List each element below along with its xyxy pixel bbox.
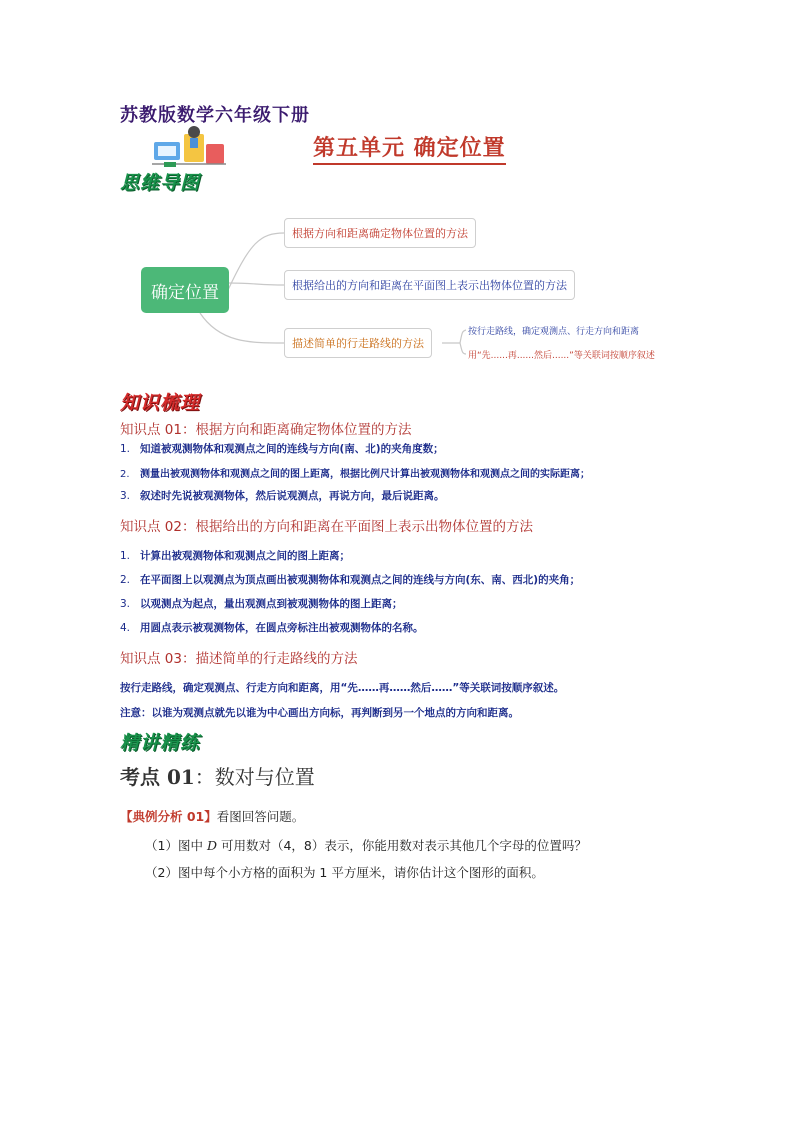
exam-point-label: 考点 01 (120, 765, 195, 789)
section-practice-heading: 精讲精练 (120, 732, 201, 754)
mindmap-leaf-1: 按行走路线，确定观测点、行走方向和距离 (468, 327, 640, 337)
list-item-number: 3. (120, 490, 131, 502)
list-item (120, 620, 424, 635)
knowledge-point-note: 注意：以谁为观测点就先以谁为中心画出方向标，再判断到另一个地点的方向和距离。 (120, 707, 519, 719)
mindmap-branch-1: 根据方向和距离确定物体位置的方法 (284, 218, 476, 248)
list-item (120, 488, 445, 503)
example-tag: 【典例分析 01】 (120, 809, 217, 824)
question-1-variable: D (206, 838, 217, 853)
example-heading (120, 807, 304, 825)
list-item-text: 计算出被观测物体和观测点之间的图上距离； (140, 550, 350, 562)
list-item-text: 测量出被观测物体和观测点之间的图上距离，根据比例尺计算出被观测物体和观测点之间的实际距离； (140, 469, 590, 480)
mindmap-leaf-2: 用“先......再......然后......”等关联词按顺序叙述 (468, 351, 655, 361)
list-item-text: 知道被观测物体和观测点之间的连线与方向(南、北)的夹角度数； (140, 443, 444, 455)
example-instruction: 看图回答问题。 (216, 809, 305, 824)
mindmap-branch-2: 根据给出的方向和距离在平面图上表示出物体位置的方法 (284, 270, 575, 300)
list-item-number: 2. (120, 574, 131, 586)
section-knowledge-heading: 知识梳理 (120, 392, 201, 414)
question-1-part-a: （1）图中 (145, 838, 207, 853)
unit-title: 第五单元 确定位置 (313, 131, 506, 165)
knowledge-point-title: 知识点 02：根据给出的方向和距离在平面图上表示出物体位置的方法 (120, 519, 533, 535)
list-item-text: 叙述时先说被观测物体，然后说观测点，再说方向，最后说距离。 (140, 490, 445, 502)
list-item-number: 3. (120, 598, 131, 610)
list-item (120, 441, 444, 456)
list-item (120, 596, 403, 611)
list-item-text: 在平面图上以观测点为顶点画出被观测物体和观测点之间的连线与方向(东、南、西北)的夹角； (140, 574, 581, 586)
list-item-number: 1. (120, 443, 131, 455)
list-item (120, 548, 350, 563)
exam-point-title (120, 761, 315, 790)
knowledge-point-title: 知识点 01：根据方向和距离确定物体位置的方法 (120, 422, 412, 438)
list-item-number: 1. (120, 550, 131, 562)
knowledge-point-text: 按行走路线，确定观测点、行走方向和距离，用“先……再……然后……”等关联词按顺序叙述。 (120, 682, 565, 694)
knowledge-point-title: 知识点 03：描述简单的行走路线的方法 (120, 651, 358, 667)
mindmap-branch-3: 描述简单的行走路线的方法 (284, 328, 432, 358)
question-1 (145, 836, 587, 854)
list-item-text: 用圆点表示被观测物体，在圆点旁标注出被观测物体的名称。 (140, 622, 424, 634)
exam-point-topic: ：数对与位置 (194, 765, 315, 789)
list-item (120, 572, 580, 587)
decorative-illustration-icon (150, 124, 228, 170)
question-2: （2）图中每个小方格的面积为 1 平方厘米，请你估计这个图形的面积。 (145, 865, 544, 880)
question-1-part-b: 可用数对（4，8）表示，你能用数对表示其他几个字母的位置吗？ (216, 838, 587, 853)
list-item-number: 2. (120, 469, 130, 480)
grade-title: 苏教版数学六年级下册 (120, 105, 310, 126)
section-mindmap-heading: 思维导图 (120, 172, 201, 194)
mindmap-center-node: 确定位置 (141, 267, 229, 313)
list-item-text: 以观测点为起点，量出观测点到被观测物体的图上距离； (140, 598, 403, 610)
list-item-number: 4. (120, 622, 131, 634)
list-item (120, 465, 590, 480)
